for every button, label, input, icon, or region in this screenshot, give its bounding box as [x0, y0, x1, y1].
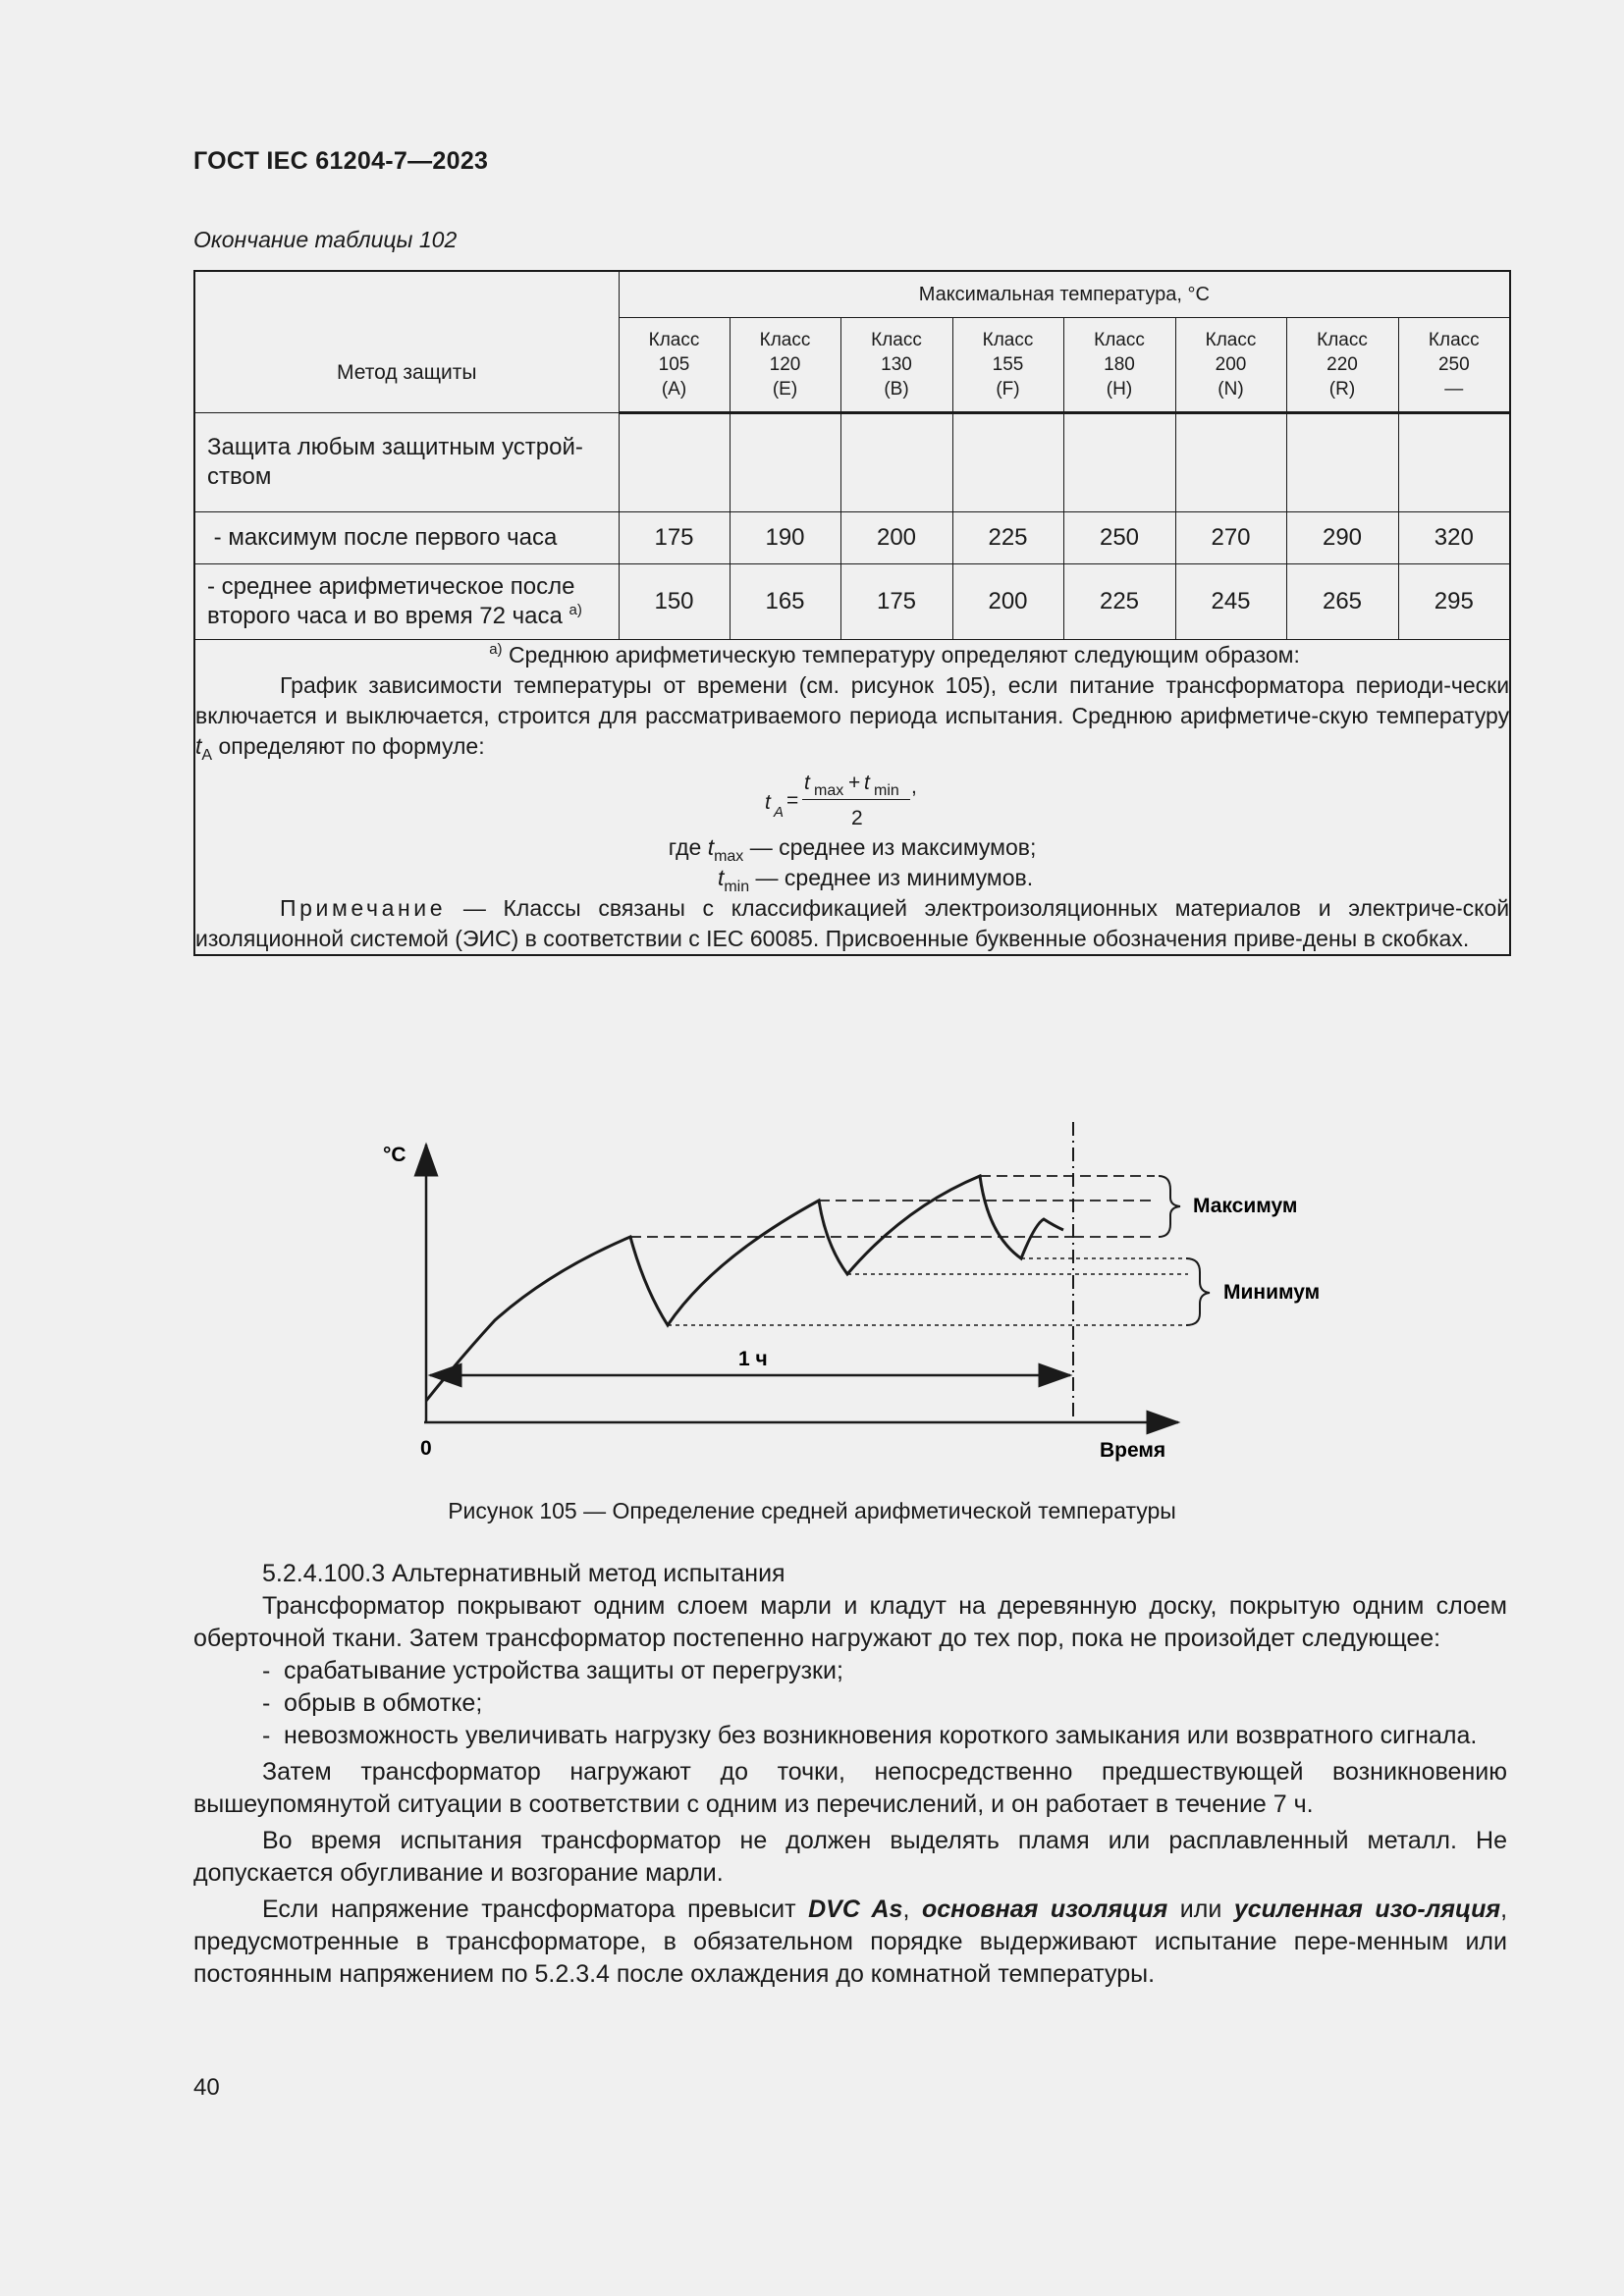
table-cell: 265: [1286, 564, 1398, 640]
table-cell: 175: [840, 564, 952, 640]
table-cell: 320: [1398, 512, 1510, 564]
x-axis-label: Время: [1100, 1439, 1166, 1462]
formula: t A = t max + t min , 2: [765, 772, 917, 829]
figure-caption: Рисунок 105 — Определение средней арифметической температуры: [448, 1498, 1176, 1523]
method-header: Метод защиты: [194, 271, 619, 413]
class-header: Класс 250 —: [1398, 318, 1510, 413]
class-header: Класс 200 (N): [1175, 318, 1286, 413]
class-header: Класс 180 (H): [1063, 318, 1175, 413]
table-footnote: $^{a)}$ Среднюю арифметическую температуру определяют следующим образом: График зависимости температуры от времени (см. рисунок 105), если питание трансформатора периоди-чески включается и выключается, строится для рассматриваемого периода испытания. Среднюю арифметиче-скую температуру $t_A$ определяют по формуле: t A = t max + t min , 2 где $t_{max}$ — среднее из максимумов; $t_{min}$ — среднее из минимумов. Примечание — Классы связаны с классификацией электроизоляционных материалов и электриче-ской изоляционной системой (ЭИС) в соответствии с IEC 60085. Присвоенные буквенные обозначения приве-дены в скобках.: [194, 640, 1510, 956]
row-label: Защита любым защитным устрой-ством: [194, 413, 619, 512]
max-label: Максимум: [1193, 1195, 1298, 1217]
row-label: - среднее арифметическое после второго часа и во время 72 часа $^{a)}$: [194, 564, 619, 640]
origin-label: 0: [420, 1437, 432, 1460]
table-cell: 290: [1286, 512, 1398, 564]
max-temp-header: Максимальная температура, °С: [619, 271, 1510, 318]
min-brace: [1186, 1258, 1210, 1325]
body-text: 5.2.4.100.3 Альтернативный метод испытания Трансформатор покрывают одним слоем марли и кладут на деревянную доску, покрытую одним слоем оберточной ткани. Затем трансформатор постепенно нагружают до тех пор, пока не произойдет следующее: - срабатывание устройства защиты от перегрузки; - обрыв в обмотке; - невозможность увеличивать нагрузку без возникновения короткого замыкания или возвратного сигнала. Затем трансформатор нагружают до точки, непосредственно предшествующей возникновению вышеупомянутой ситуации в соответствии с одним из перечислений, и он работает в течение 7 ч. Во время испытания трансформатор не должен выделять пламя или расплавленный металл. Не допускается обугливание и возгорание марли. Если напряжение трансформатора превысит DVC As, основная изоляция или усиленная изо-ляция, предусмотренные в трансформаторе, в обязательном порядке выдерживают испытание пере-менным или постоянным напряжением по 5.2.3.4 после охлаждения до комнатной температуры.: [193, 1560, 1508, 1988]
table-cell: 245: [1175, 564, 1286, 640]
list-item: - срабатывание устройства защиты от перегрузки;: [262, 1657, 843, 1684]
class-header: Класс 120 (E): [730, 318, 840, 413]
page-number: 40: [193, 2074, 220, 2101]
document-header: ГОСТ IEC 61204-7—2023: [193, 147, 489, 175]
table-cell: 225: [1063, 564, 1175, 640]
class-header: Класс 105 (A): [619, 318, 730, 413]
table-cell: 200: [952, 564, 1063, 640]
table-cell: 270: [1175, 512, 1286, 564]
class-header: Класс 130 (B): [840, 318, 952, 413]
row-label: - максимум после первого часа: [194, 512, 619, 564]
interval-label: 1 ч: [738, 1348, 768, 1370]
table-cell: 165: [730, 564, 840, 640]
table-cell: 250: [1063, 512, 1175, 564]
max-brace: [1159, 1176, 1180, 1237]
table-cell: 190: [730, 512, 840, 564]
section-heading: 5.2.4.100.3 Альтернативный метод испытания: [262, 1560, 785, 1587]
list-item: - невозможность увеличивать нагрузку без возникновения короткого замыкания или возвратного сигнала.: [262, 1722, 1478, 1749]
table-cell: 225: [952, 512, 1063, 564]
table-continuation-label: Окончание таблицы 102: [193, 227, 458, 252]
list-item: - обрыв в обмотке;: [262, 1689, 483, 1717]
table-cell: 295: [1398, 564, 1510, 640]
class-header: Класс 155 (F): [952, 318, 1063, 413]
table-cell: 150: [619, 564, 730, 640]
table-cell: 200: [840, 512, 952, 564]
class-header: Класс 220 (R): [1286, 318, 1398, 413]
min-label: Минимум: [1223, 1281, 1321, 1304]
table-cell: 175: [619, 512, 730, 564]
y-axis-label: °С: [383, 1144, 406, 1166]
